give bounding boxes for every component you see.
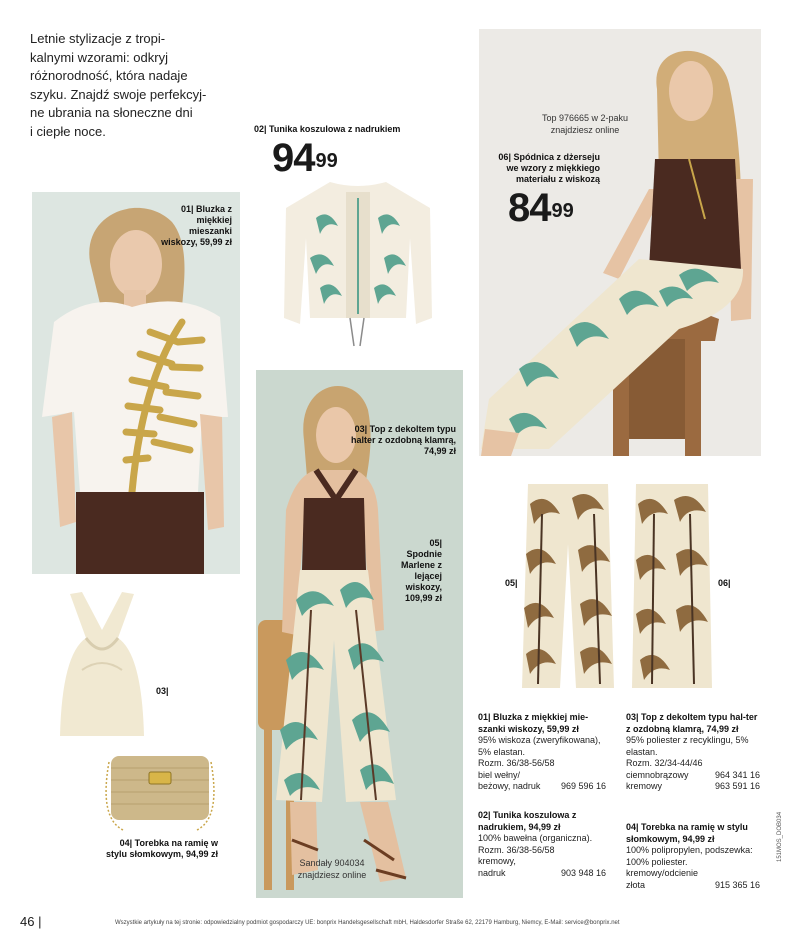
product-halter-top-image — [52, 590, 152, 740]
spec-title: 02| Tunika koszulowa z nadrukiem, 94,99 zł — [478, 810, 577, 832]
footer-legal: Wszystkie artykuły na tej stronie: odpowiedzialny podmiot gospodarczy UE: bonprix Handelsgesellschaft mbH, Haldesdorfer Straße 62, 22179 Hamburg, Niemcy, E-Mail: service@bonprix.net — [115, 920, 620, 926]
product-tunic-image — [280, 178, 435, 350]
product-trousers-05-image — [520, 484, 616, 690]
price-item-06 — [508, 188, 574, 228]
label-text: Tunika koszulowa z nadrukiem — [269, 124, 401, 134]
label-number: 03 — [354, 424, 365, 434]
price-main: 94 — [272, 136, 315, 180]
label-item-06: 06| Spódnica z dżerseju we wzory z miękkiego materiału z wiskozą — [498, 152, 600, 184]
label-text: Torebka na ramię w stylu słomkowym, 94,99 zł — [105, 838, 218, 859]
label-item-01: 01| Bluzka z miękkiej mieszanki wiskozy, 59,99 zł — [161, 204, 232, 247]
note-top-online: Top 976665 w 2-paku znajdziesz online — [541, 113, 629, 135]
label-number: 06 — [498, 152, 509, 162]
label-item-05: 05| Spodnie Marlene z lejącej wiskozy, 109,99 zł — [400, 538, 442, 603]
product-skirt-06-image — [630, 484, 714, 690]
photo-skirt-model — [479, 29, 761, 456]
spec-color-row: złota 915 365 16 — [626, 879, 760, 890]
label-item-02: 02| Tunika koszulowa z nadrukiem — [254, 124, 401, 134]
label-number: 04 — [119, 838, 130, 848]
page-number: 46 | — [20, 914, 42, 929]
label-text: Spodnie Marlene z lejącej wiskozy, 109,99 zł — [400, 549, 442, 603]
label-text: Top z dekoltem typu halter z ozdobną klamrą, 74,99 zł — [350, 424, 456, 456]
spec-item-04: 04| Torebka na ramię w stylu słomkowym, 94,99 zł 100% polipropylen, podszewka: 100% poliester. kremowy/odcienie złota 915 365 16 — [626, 822, 760, 890]
label-number: 01 — [180, 204, 191, 214]
spec-item-02: 02| Tunika koszulowa z nadrukiem, 94,99 zł 100% bawełna (organiczna). Rozm. 36/38-56/58 kremowy, nadruk 903 948 16 — [478, 810, 606, 878]
label-item-04: 04| Torebka na ramię w stylu słomkowym, 94,99 zł — [105, 838, 218, 859]
spec-color-row: nadruk 903 948 16 — [478, 867, 606, 878]
marker-05: 05| — [505, 578, 518, 588]
photo-blouse-model — [32, 192, 240, 574]
label-number: 05 — [429, 538, 440, 548]
spec-item-01: 01| Bluzka z miękkiej mie-szanki wiskozy, 59,99 zł 95% wiskoza (zweryfikowana), 5% elastan. Rozm. 36/38-56/58 biel wełny/ beżowy, nadruk 969 596 16 — [478, 712, 606, 791]
price-cents: 99 — [551, 200, 574, 222]
product-straw-bag-image — [103, 748, 217, 832]
spec-title: 01| Bluzka z miękkiej mie-szanki wiskozy, 59,99 zł — [478, 712, 589, 734]
label-number: 02 — [254, 124, 265, 134]
spec-color-row: ciemnobrązowy 964 341 16 — [626, 769, 760, 780]
price-cents: 99 — [315, 150, 338, 172]
intro-text: Letnie stylizacje z tropi- kalnymi wzorami: odkryj różnorodność, która nadaje szyku. Znajdź swoje perfekcyj- ne ubrania na słoneczne dni i ciepłe noce. — [30, 31, 207, 139]
spec-title: 04| Torebka na ramię w stylu słomkowym, 94,99 zł — [626, 822, 748, 844]
label-text: Spódnica z dżerseju we wzory z miękkiego materiału z wiskozą — [506, 152, 600, 184]
spec-color-row: kremowy 963 591 16 — [626, 781, 760, 791]
spec-item-03: 03| Top z dekoltem typu hal-ter z ozdobną klamrą, 74,99 zł 95% poliester z recyklingu, 5% elastan. Rozm. 32/34-44/46 ciemnobrązowy 964 341 16 kremowy 963 591 16 — [626, 712, 760, 791]
price-item-02 — [272, 138, 338, 178]
marker-03: 03| — [156, 686, 169, 696]
spec-color-row: beżowy, nadruk 969 596 16 — [478, 781, 606, 791]
price-main: 84 — [508, 186, 551, 230]
spec-title: 03| Top z dekoltem typu hal-ter z ozdobną klamrą, 74,99 zł — [626, 712, 758, 734]
label-item-03: 03| Top z dekoltem typu halter z ozdobną klamrą, 74,99 zł — [350, 424, 456, 456]
marker-06: 06| — [718, 578, 731, 588]
side-code: 151MOS_DOB034 — [777, 811, 783, 862]
label-text: Bluzka z miękkiej mieszanki wiskozy, 59,99 zł — [161, 204, 232, 247]
note-sandals-online: Sandały 904034 znajdziesz online — [297, 858, 367, 880]
